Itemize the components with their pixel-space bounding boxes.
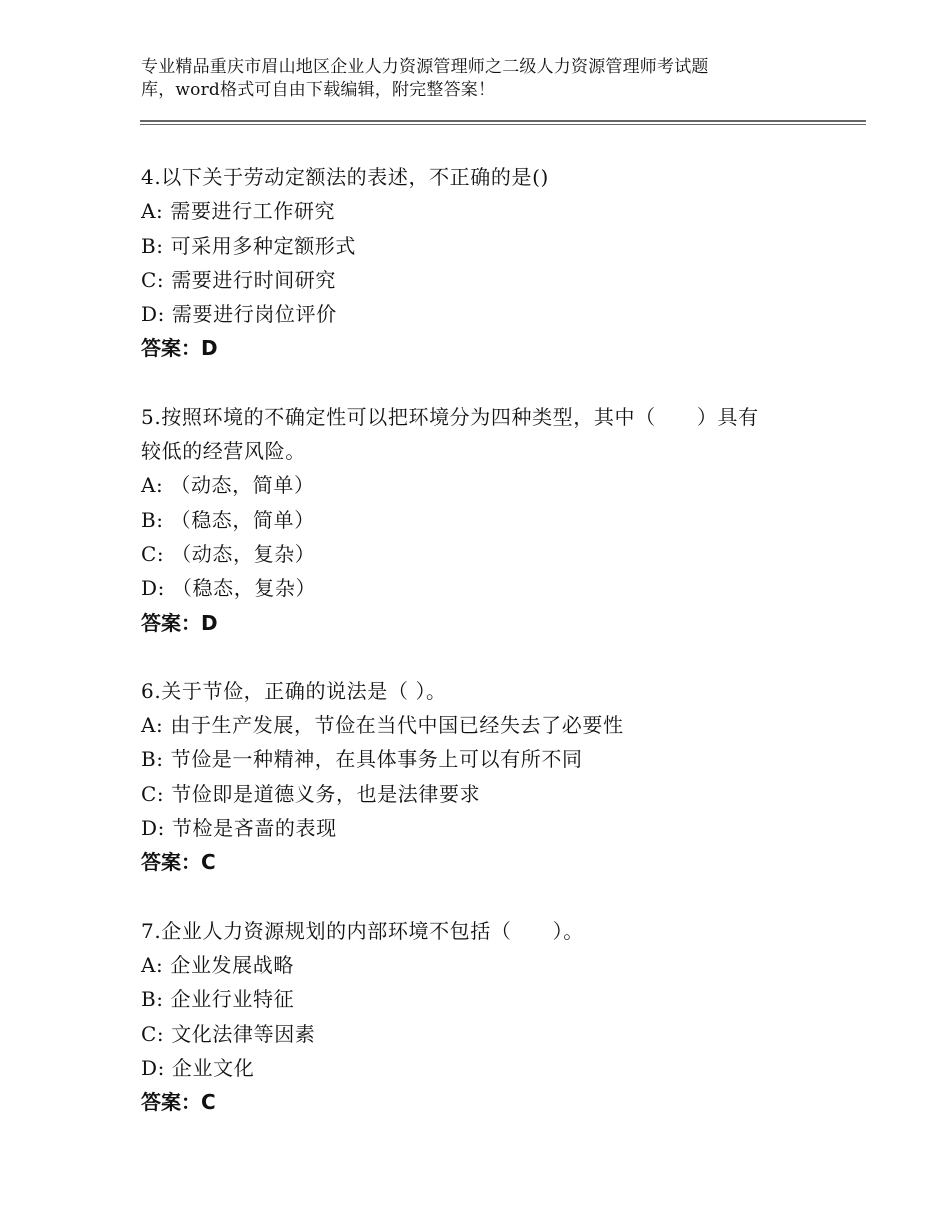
question-stem: 7.企业人力资源规划的内部环境不包括（ ）。 [141,918,584,943]
header-divider [140,120,866,125]
option-c: C: 文化法律等因素 [141,1021,316,1046]
option-a: A: 需要进行工作研究 [141,199,336,224]
question-7 [141,914,801,1120]
question-list [141,160,801,1153]
option-b: B: 可采用多种定额形式 [141,233,356,258]
answer-label: 答案：D [141,336,218,361]
option-b: B: （稳态，简单） [141,507,315,532]
question-stem-line-2: 较低的经营风险。 [141,439,306,464]
header-title-line-2: 库，word格式可自由下载编辑，附完整答案！ [141,80,496,100]
option-a: A: （动态，简单） [141,473,315,498]
question-stem-line-1: 5.按照环境的不确定性可以把环境分为四种类型，其中（ ）具有 [141,404,759,429]
option-c: C: 节俭即是道德义务，也是法律要求 [141,781,481,806]
document-header [141,56,791,102]
answer-label: 答案：C [141,850,216,875]
question-stem: 6.关于节俭，正确的说法是（ ）。 [141,678,447,703]
option-b: B: 节俭是一种精神，在具体事务上可以有所不同 [141,747,583,772]
option-d: D: 企业文化 [141,1055,255,1080]
answer-label: 答案：C [141,1090,216,1115]
option-d: D: （稳态，复杂） [141,576,317,601]
answer-label: 答案：D [141,610,218,635]
option-c: C: 需要进行时间研究 [141,267,336,292]
question-6 [141,674,801,880]
option-d: D: 节检是吝啬的表现 [141,816,337,841]
question-5 [141,400,801,640]
option-b: B: 企业行业特征 [141,987,295,1012]
option-a: A: 由于生产发展，节俭在当代中国已经失去了必要性 [141,713,624,738]
question-stem: 4.以下关于劳动定额法的表述，不正确的是() [141,165,549,189]
option-d: D: 需要进行岗位评价 [141,302,337,327]
question-4 [141,160,801,366]
option-a: A: 企业发展战略 [141,952,294,977]
option-c: C: （动态，复杂） [141,541,316,566]
header-title-line-1: 专业精品重庆市眉山地区企业人力资源管理师之二级人力资源管理师考试题 [141,57,709,77]
